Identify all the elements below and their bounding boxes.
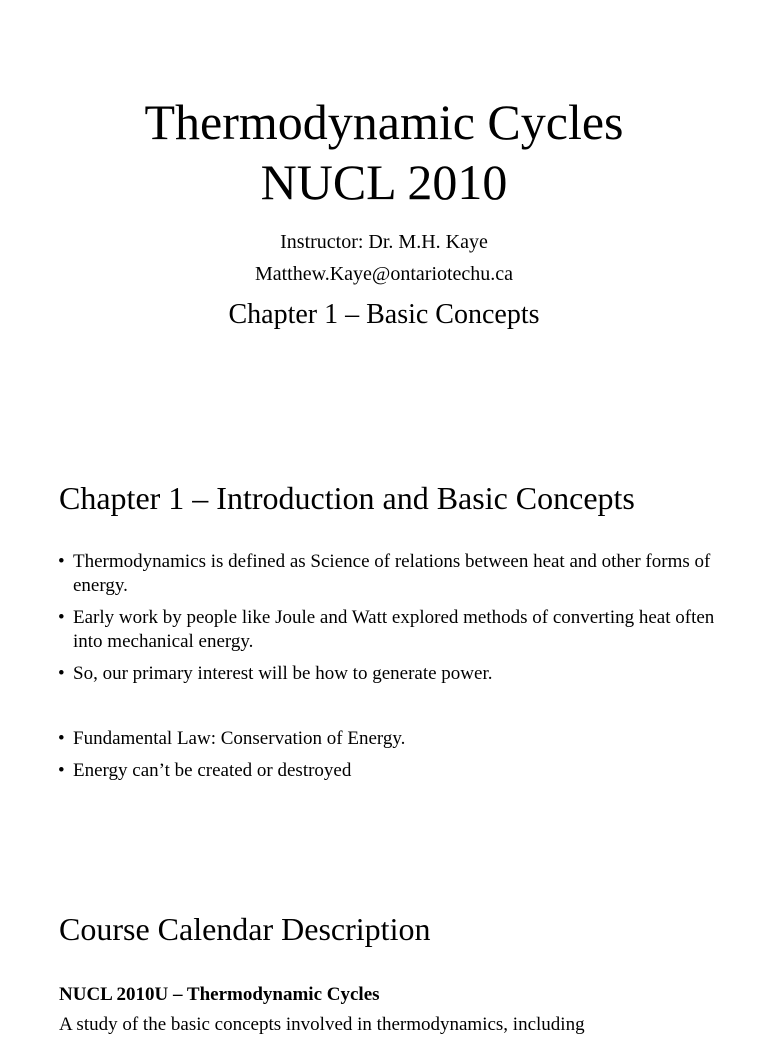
list-item: • So, our primary interest will be how to generate power. bbox=[58, 662, 718, 686]
instructor-email: Matthew.Kaye@ontariotechu.ca bbox=[254, 263, 514, 285]
list-item: • Thermodynamics is defined as Science of relations between heat and other forms of energy. bbox=[58, 550, 718, 598]
intro-bullet-list-1 bbox=[58, 550, 718, 694]
instructor-name: Instructor: Dr. M.H. Kaye bbox=[280, 231, 488, 253]
course-code-title: NUCL 2010U – Thermodynamic Cycles bbox=[59, 984, 380, 1005]
chapter-subtitle: Chapter 1 – Basic Concepts bbox=[228, 299, 540, 330]
page-title bbox=[0, 92, 768, 212]
title-line-2: NUCL 2010 bbox=[260, 154, 508, 210]
calendar-heading: Course Calendar Description bbox=[59, 911, 431, 947]
title-line-1: Thermodynamic Cycles bbox=[144, 94, 624, 150]
list-item: • Early work by people like Joule and Watt explored methods of converting heat often into mechanical energy. bbox=[58, 606, 718, 654]
intro-bullet-list-2 bbox=[58, 727, 718, 791]
intro-heading: Chapter 1 – Introduction and Basic Concepts bbox=[59, 480, 635, 516]
course-description: A study of the basic concepts involved in thermodynamics, including bbox=[59, 1014, 585, 1035]
list-item: • Energy can’t be created or destroyed bbox=[58, 759, 718, 783]
list-item: • Fundamental Law: Conservation of Energy. bbox=[58, 727, 718, 751]
